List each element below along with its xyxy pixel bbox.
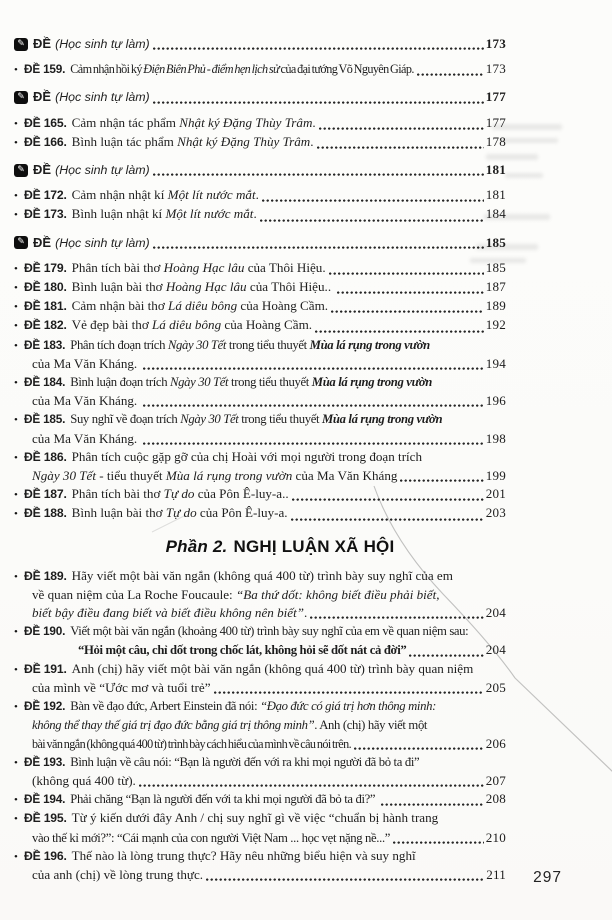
entry-number: ĐỀ 166. xyxy=(24,134,67,149)
entry-text-part: . xyxy=(253,206,257,222)
toc-self-study-line xyxy=(14,234,506,252)
entry-text-part: Bình luận bài thơ xyxy=(71,505,166,521)
entry-text-part: Phân tích bài thơ xyxy=(71,259,164,275)
toc-entry-line xyxy=(14,448,506,467)
entry-number: ĐỀ 189. xyxy=(24,568,67,583)
dot-leader xyxy=(292,497,484,502)
entry-text-part: Hoàng Hạc lâu xyxy=(163,259,245,275)
part2-heading-title: NGHỊ LUẬN XÃ HỘI xyxy=(233,536,395,556)
page-number: 206 xyxy=(485,735,506,751)
entry-text-part: Cảm nhận nhật kí xyxy=(71,187,168,203)
dot-leader xyxy=(329,271,484,276)
entry-text-part: của Ma Văn Kháng. xyxy=(32,430,141,446)
bullet-icon: • xyxy=(14,282,18,295)
entry-text-part: Một lít nước mắt xyxy=(167,187,256,203)
entry-text-part: . xyxy=(255,187,259,203)
entry-text-part: (không quá 400 từ). xyxy=(32,772,136,788)
entry-number: ĐỀ 194. xyxy=(24,792,66,807)
page-number: 184 xyxy=(485,206,506,222)
entry-text xyxy=(72,133,314,151)
entry-text xyxy=(70,753,419,771)
entry-text xyxy=(32,679,211,697)
entry-text-part: của Thôi Hiệu. xyxy=(244,259,326,275)
bullet-icon: • xyxy=(14,813,18,826)
entry-text-part: của Pôn Ê-luy-a.. xyxy=(194,486,289,502)
toc-continuation-line xyxy=(14,772,506,790)
entry-text-part: Phân tích đoạn trích xyxy=(70,337,168,352)
page-footer-number: 297 xyxy=(533,869,562,886)
toc-entry-line xyxy=(14,205,506,224)
entry-text-part: biết bậy điều đang biết và biết điều không nên biết” xyxy=(32,605,304,621)
entry-text xyxy=(70,373,432,391)
part2-heading xyxy=(54,537,506,557)
page-number: 187 xyxy=(485,279,506,295)
entry-text xyxy=(32,604,307,622)
entry-text-part: Mùa lá rụng trong vườn xyxy=(321,412,443,427)
entry-text-part: “Hỏi một câu, chỉ dốt trong chốc lát, không hỏi sẽ dốt nát cả đời” xyxy=(78,643,407,658)
dot-leader xyxy=(417,72,484,77)
bullet-icon: • xyxy=(14,209,18,222)
toc-continuation-line xyxy=(14,355,506,373)
dot-leader xyxy=(262,198,484,203)
page-number: 208 xyxy=(485,791,506,807)
entry-number: ĐỀ 187. xyxy=(24,487,67,502)
entry-text-part: . xyxy=(310,133,314,149)
entry-text-part: Một lít nước mắt xyxy=(165,206,254,222)
entry-text xyxy=(72,297,328,315)
page-number: 194 xyxy=(485,355,506,371)
entry-text xyxy=(32,866,203,884)
entry-number: ĐỀ 193. xyxy=(24,754,66,769)
dot-leader xyxy=(409,653,483,658)
page-number: 204 xyxy=(485,642,506,658)
toc-entry-line xyxy=(14,60,506,79)
entry-text-part: Điện Biên Phủ - điểm hẹn lịch sử xyxy=(143,62,280,77)
entry-number: ĐỀ 195. xyxy=(24,811,67,826)
entry-text xyxy=(72,448,422,466)
entry-text-part: Anh (chị) hãy viết một bài văn ngắn (không quá 400 từ) trình bày quan niệm xyxy=(71,660,474,676)
entry-text-part: Lá diêu bông xyxy=(152,317,222,333)
entry-text-part: Phân tích cuộc gặp gỡ của chị Hoài với mọi người trong đoạn trích xyxy=(71,448,423,464)
toc-continuation-line xyxy=(14,604,506,622)
entry-text xyxy=(72,847,416,865)
entry-number: ĐỀ 172. xyxy=(24,188,67,203)
entry-text-part: bài văn ngắn (không quá 400 từ) trình bày cách hiểu của mình về câu nói trên. xyxy=(32,736,352,751)
entry-text-part: Lá diêu bông xyxy=(168,298,238,314)
page-number: 211 xyxy=(486,866,506,882)
entry-text-part: Cảm nhận bài thơ xyxy=(71,298,169,314)
toc-self-study-line xyxy=(14,161,506,179)
smudge xyxy=(500,138,558,143)
dot-leader xyxy=(317,145,484,150)
entry-text-part: của Thôi Hiệu.. xyxy=(246,279,335,295)
entry-text-part: Cảm nhận tác phẩm xyxy=(71,114,180,130)
toc-continuation-line xyxy=(14,716,506,734)
dot-leader xyxy=(291,517,484,522)
entry-text xyxy=(70,697,436,715)
toc-entry-line xyxy=(14,809,506,828)
entry-text-part: Từ ý kiến dưới đây Anh / chị suy nghĩ gì về việc “chuẩn bị hành trang xyxy=(71,810,439,826)
entry-text-part: về quan niệm của La Roche Foucaule: xyxy=(32,586,236,602)
toc-entry-line xyxy=(14,697,506,716)
dot-leader xyxy=(143,403,483,408)
entry-number: ĐỀ 190. xyxy=(24,624,66,639)
entry-text xyxy=(72,504,288,522)
entry-text xyxy=(32,586,440,604)
toc-entry-line xyxy=(14,567,506,586)
bullet-icon: • xyxy=(14,339,18,352)
bullet-icon: • xyxy=(14,626,18,639)
entry-text xyxy=(70,790,378,808)
self-study-note: (Học sinh tự làm) xyxy=(55,235,150,250)
entry-text xyxy=(70,622,468,640)
part2-heading-prefix: Phần 2. xyxy=(165,536,228,556)
entry-text-part: của Ma Văn Kháng xyxy=(292,468,398,484)
dot-leader xyxy=(354,746,484,751)
entry-text xyxy=(72,567,453,585)
entry-number: ĐỀ 181. xyxy=(24,299,67,314)
entry-text-part: của Ma Văn Kháng. xyxy=(32,355,141,371)
bullet-icon: • xyxy=(14,701,18,714)
entry-text-part: của Ma Văn Kháng. xyxy=(32,393,141,409)
page-number: 210 xyxy=(485,829,506,845)
entry-text-part: Nhật ký Đặng Thùy Trâm xyxy=(179,114,313,130)
entry-number: ĐỀ 159. xyxy=(24,62,66,77)
bullet-icon: • xyxy=(14,451,18,464)
toc-entry-line xyxy=(14,114,506,133)
entry-text-part: Phân tích bài thơ xyxy=(71,486,164,502)
entry-text-part: Bình luận về câu nói: “Bạn là người đến với ra khi mọi người đã bỏ ta đi” xyxy=(70,754,420,769)
toc-entry-line xyxy=(14,373,506,392)
bullet-icon: • xyxy=(14,64,18,77)
toc-continuation-line xyxy=(14,866,506,884)
toc-lines xyxy=(14,26,506,884)
bullet-icon: • xyxy=(14,136,18,149)
page-number: 178 xyxy=(485,133,506,149)
toc-entry-line xyxy=(14,316,506,335)
entry-text xyxy=(72,259,326,277)
self-study-note: (Học sinh tự làm) xyxy=(55,37,150,51)
entry-text-part: Phải chăng “Bạn là người đến với ta khi mọi người đã bỏ ta đi?” xyxy=(70,792,379,807)
entry-text-part: của Hoàng Cầm. xyxy=(221,317,313,333)
entry-text-part: Nhật ký Đặng Thùy Trâm xyxy=(177,133,311,149)
entry-text xyxy=(72,660,474,678)
entry-text-part: trong tiểu thuyết xyxy=(228,375,312,390)
entry-text-part: Bình luận bài thơ xyxy=(71,279,166,295)
entry-text xyxy=(32,430,140,448)
entry-text-part: Vẻ đẹp bài thơ xyxy=(71,317,153,333)
entry-text xyxy=(32,829,390,847)
toc-entry-line xyxy=(14,410,506,429)
toc-entry-line xyxy=(14,660,506,679)
entry-text-part: Thế nào là lòng trung thực? Hãy nêu những biểu hiện và suy nghĩ xyxy=(71,847,416,863)
entry-text-part: của Hoàng Cầm. xyxy=(237,298,329,314)
toc-continuation-line xyxy=(14,430,506,448)
entry-number: ĐỀ 165. xyxy=(24,115,67,130)
page-number: 198 xyxy=(485,430,506,446)
entry-text-part: của anh (chị) về lòng trung thực. xyxy=(32,866,204,882)
entry-text-part: . xyxy=(304,605,308,621)
entry-text xyxy=(32,735,351,753)
dot-leader xyxy=(139,783,484,788)
entry-text-part: Bình luận tác phẩm xyxy=(71,133,178,149)
entry-text xyxy=(72,114,316,132)
entry-text-part: của đại tướng Võ Nguyên Giáp. xyxy=(279,62,414,77)
page-number: 177 xyxy=(485,114,506,130)
entry-text xyxy=(78,641,406,659)
entry-text-part: Viết một bài văn ngắn (khoảng 400 từ) trình bày suy nghĩ của em về quan niệm sau: xyxy=(70,624,469,639)
entry-number: ĐỀ 192. xyxy=(24,699,66,714)
bullet-icon: • xyxy=(14,117,18,130)
entry-text xyxy=(32,355,140,373)
entry-text-part: Bình luận đoạn trích xyxy=(70,375,171,390)
entry-number: ĐỀ 196. xyxy=(24,848,67,863)
bullet-icon: • xyxy=(14,377,18,390)
entry-text-part: Suy nghĩ về đoạn trích xyxy=(70,412,181,427)
dot-leader xyxy=(310,615,483,620)
toc-entry-line xyxy=(14,485,506,504)
toc-entry-line xyxy=(14,753,506,772)
entry-text-part: Mùa lá rụng trong vườn xyxy=(311,375,433,390)
entry-number: ĐỀ 179. xyxy=(24,260,67,275)
dot-leader xyxy=(206,877,484,882)
entry-text-part: Ngày 30 Tết xyxy=(180,412,239,427)
bullet-icon: • xyxy=(14,489,18,502)
page-number: 177 xyxy=(485,89,506,105)
dot-leader xyxy=(315,329,484,334)
toc-entry-line xyxy=(14,847,506,866)
entry-text-part: “Ba thứ dốt: không biết điều phải biết, xyxy=(235,586,440,602)
self-study-note: (Học sinh tự làm) xyxy=(55,90,150,105)
page-number: 189 xyxy=(485,298,506,314)
entry-text-part: Bàn về đạo đức, Arbert Einstein đã nói: xyxy=(70,699,261,714)
toc-entry-line xyxy=(14,622,506,641)
dot-leader xyxy=(153,245,484,250)
bullet-icon: • xyxy=(14,414,18,427)
entry-text xyxy=(70,410,442,428)
toc-continuation-line xyxy=(14,641,506,659)
toc-entry-line xyxy=(14,297,506,316)
toc-entry-line xyxy=(14,504,506,523)
page-number: 201 xyxy=(485,486,506,502)
entry-number: ĐỀ 173. xyxy=(24,207,67,222)
pen-icon: ✎ xyxy=(14,164,28,177)
dot-leader xyxy=(337,290,483,295)
toc-continuation-line xyxy=(14,679,506,697)
dot-leader xyxy=(153,100,484,105)
self-study-label: ĐỀ xyxy=(33,36,52,51)
entry-text xyxy=(32,467,397,485)
toc-continuation-line xyxy=(14,735,506,753)
entry-text-part: “Đạo đức có giá trị hơn thông minh: xyxy=(260,699,436,714)
dot-leader xyxy=(319,126,484,131)
dot-leader xyxy=(214,690,484,695)
dot-leader xyxy=(400,478,483,483)
entry-text-part: Hãy viết một bài văn ngắn (không quá 400 từ) trình bày suy nghĩ của em xyxy=(71,567,453,583)
entry-number: ĐỀ 185. xyxy=(24,412,66,427)
entry-number: ĐỀ 182. xyxy=(24,318,67,333)
page-number: 196 xyxy=(485,393,506,409)
entry-text-part: không thể thay thế giá trị đạo đức bằng giá trị thông minh” xyxy=(32,718,315,733)
smudge xyxy=(505,173,543,178)
page-number: 173 xyxy=(485,61,506,77)
entry-text xyxy=(72,485,289,503)
page-number: 205 xyxy=(485,679,506,695)
entry-text-part: - tiểu thuyết xyxy=(96,468,166,484)
page-number: 185 xyxy=(485,259,506,275)
entry-text-part: . Anh (chị) hãy viết một xyxy=(314,718,428,733)
entry-number: ĐỀ 188. xyxy=(24,506,67,521)
toc-continuation-line xyxy=(14,392,506,410)
bullet-icon: • xyxy=(14,508,18,521)
page-number: 199 xyxy=(485,468,506,484)
entry-text xyxy=(72,205,257,223)
entry-number: ĐỀ 186. xyxy=(24,449,67,464)
entry-text-part: của Pôn Ê-luy-a. xyxy=(196,505,288,521)
entry-text xyxy=(72,278,335,296)
page-number: 203 xyxy=(485,505,506,521)
toc-entry-line xyxy=(14,336,506,355)
entry-number: ĐỀ 180. xyxy=(24,280,67,295)
bullet-icon: • xyxy=(14,794,18,807)
entry-text-part: trong tiểu thuyết xyxy=(238,412,322,427)
toc-self-study-line xyxy=(14,88,506,106)
entry-text-part: của mình về “Ước mơ và tuổi trẻ” xyxy=(32,679,211,695)
self-study-label: ĐỀ xyxy=(33,89,52,105)
bullet-icon: • xyxy=(14,570,18,583)
entry-text-part: Hoàng Hạc lâu xyxy=(165,279,247,295)
entry-text-part: . xyxy=(312,114,316,130)
page-number: 185 xyxy=(485,234,506,250)
entry-number: ĐỀ 191. xyxy=(24,661,67,676)
entry-text xyxy=(72,186,259,204)
dot-leader xyxy=(153,172,484,177)
pen-icon: ✎ xyxy=(14,236,28,249)
entry-text xyxy=(32,772,136,790)
entry-text-part: Ngày 30 Tết xyxy=(170,375,229,390)
bullet-icon: • xyxy=(14,756,18,769)
entry-text xyxy=(32,716,427,734)
entry-text-part: trong tiểu thuyết xyxy=(226,337,310,352)
toc-entry-line xyxy=(14,790,506,809)
entry-text-part: Tự do xyxy=(163,486,195,502)
self-study-label: ĐỀ xyxy=(33,162,52,178)
bullet-icon: • xyxy=(14,190,18,203)
page-number: 207 xyxy=(485,772,506,788)
entry-text xyxy=(70,336,430,354)
bullet-icon: • xyxy=(14,663,18,676)
dot-leader xyxy=(331,309,484,314)
entry-text xyxy=(72,316,312,334)
entry-number: ĐỀ 183. xyxy=(24,337,66,352)
entry-text-part: Cảm nhận hồi ký xyxy=(70,62,144,77)
entry-number: ĐỀ 184. xyxy=(24,375,66,390)
bullet-icon: • xyxy=(14,301,18,314)
toc-entry-line xyxy=(14,259,506,278)
entry-text-part: Tự do xyxy=(165,505,197,521)
self-study-label: ĐỀ xyxy=(33,234,52,250)
bullet-icon: • xyxy=(14,320,18,333)
toc-entry-line xyxy=(14,186,506,205)
dot-leader xyxy=(393,840,484,845)
dot-leader xyxy=(260,218,484,223)
page-number: 204 xyxy=(485,605,506,621)
toc-entry-line xyxy=(14,278,506,297)
entry-text-part: Mùa lá rụng trong vườn xyxy=(309,337,430,352)
dot-leader xyxy=(153,46,484,51)
toc-continuation-line xyxy=(14,829,506,847)
entry-text-part: Mùa lá rụng trong vườn xyxy=(165,468,293,484)
page-number: 173 xyxy=(485,36,506,51)
bullet-icon: • xyxy=(14,850,18,863)
bullet-icon: • xyxy=(14,262,18,275)
entry-text-part: Ngày 30 Tết xyxy=(167,337,227,352)
page-number: 181 xyxy=(485,162,506,178)
self-study-note: (Học sinh tự làm) xyxy=(55,163,150,178)
pen-icon: ✎ xyxy=(14,91,28,104)
dot-leader xyxy=(143,366,483,371)
toc-continuation-line xyxy=(14,467,506,485)
dot-leader xyxy=(143,441,483,446)
dot-leader xyxy=(381,802,484,807)
entry-text xyxy=(72,809,439,827)
entry-text-part: Bình luận nhật kí xyxy=(71,206,166,222)
entry-text xyxy=(70,60,414,78)
toc-self-study-line xyxy=(14,35,506,53)
entry-text xyxy=(32,392,140,410)
page-number: 181 xyxy=(485,187,506,203)
entry-text-part: vào thế kỉ mới?”: “Cái mạnh của con người Việt Nam ... học vẹt nặng nề...” xyxy=(32,830,391,845)
page-number: 192 xyxy=(485,317,506,333)
pen-icon: ✎ xyxy=(14,38,28,51)
entry-text-part: Ngày 30 Tết xyxy=(32,468,97,484)
toc-entry-line xyxy=(14,133,506,152)
toc-continuation-line xyxy=(14,586,506,604)
